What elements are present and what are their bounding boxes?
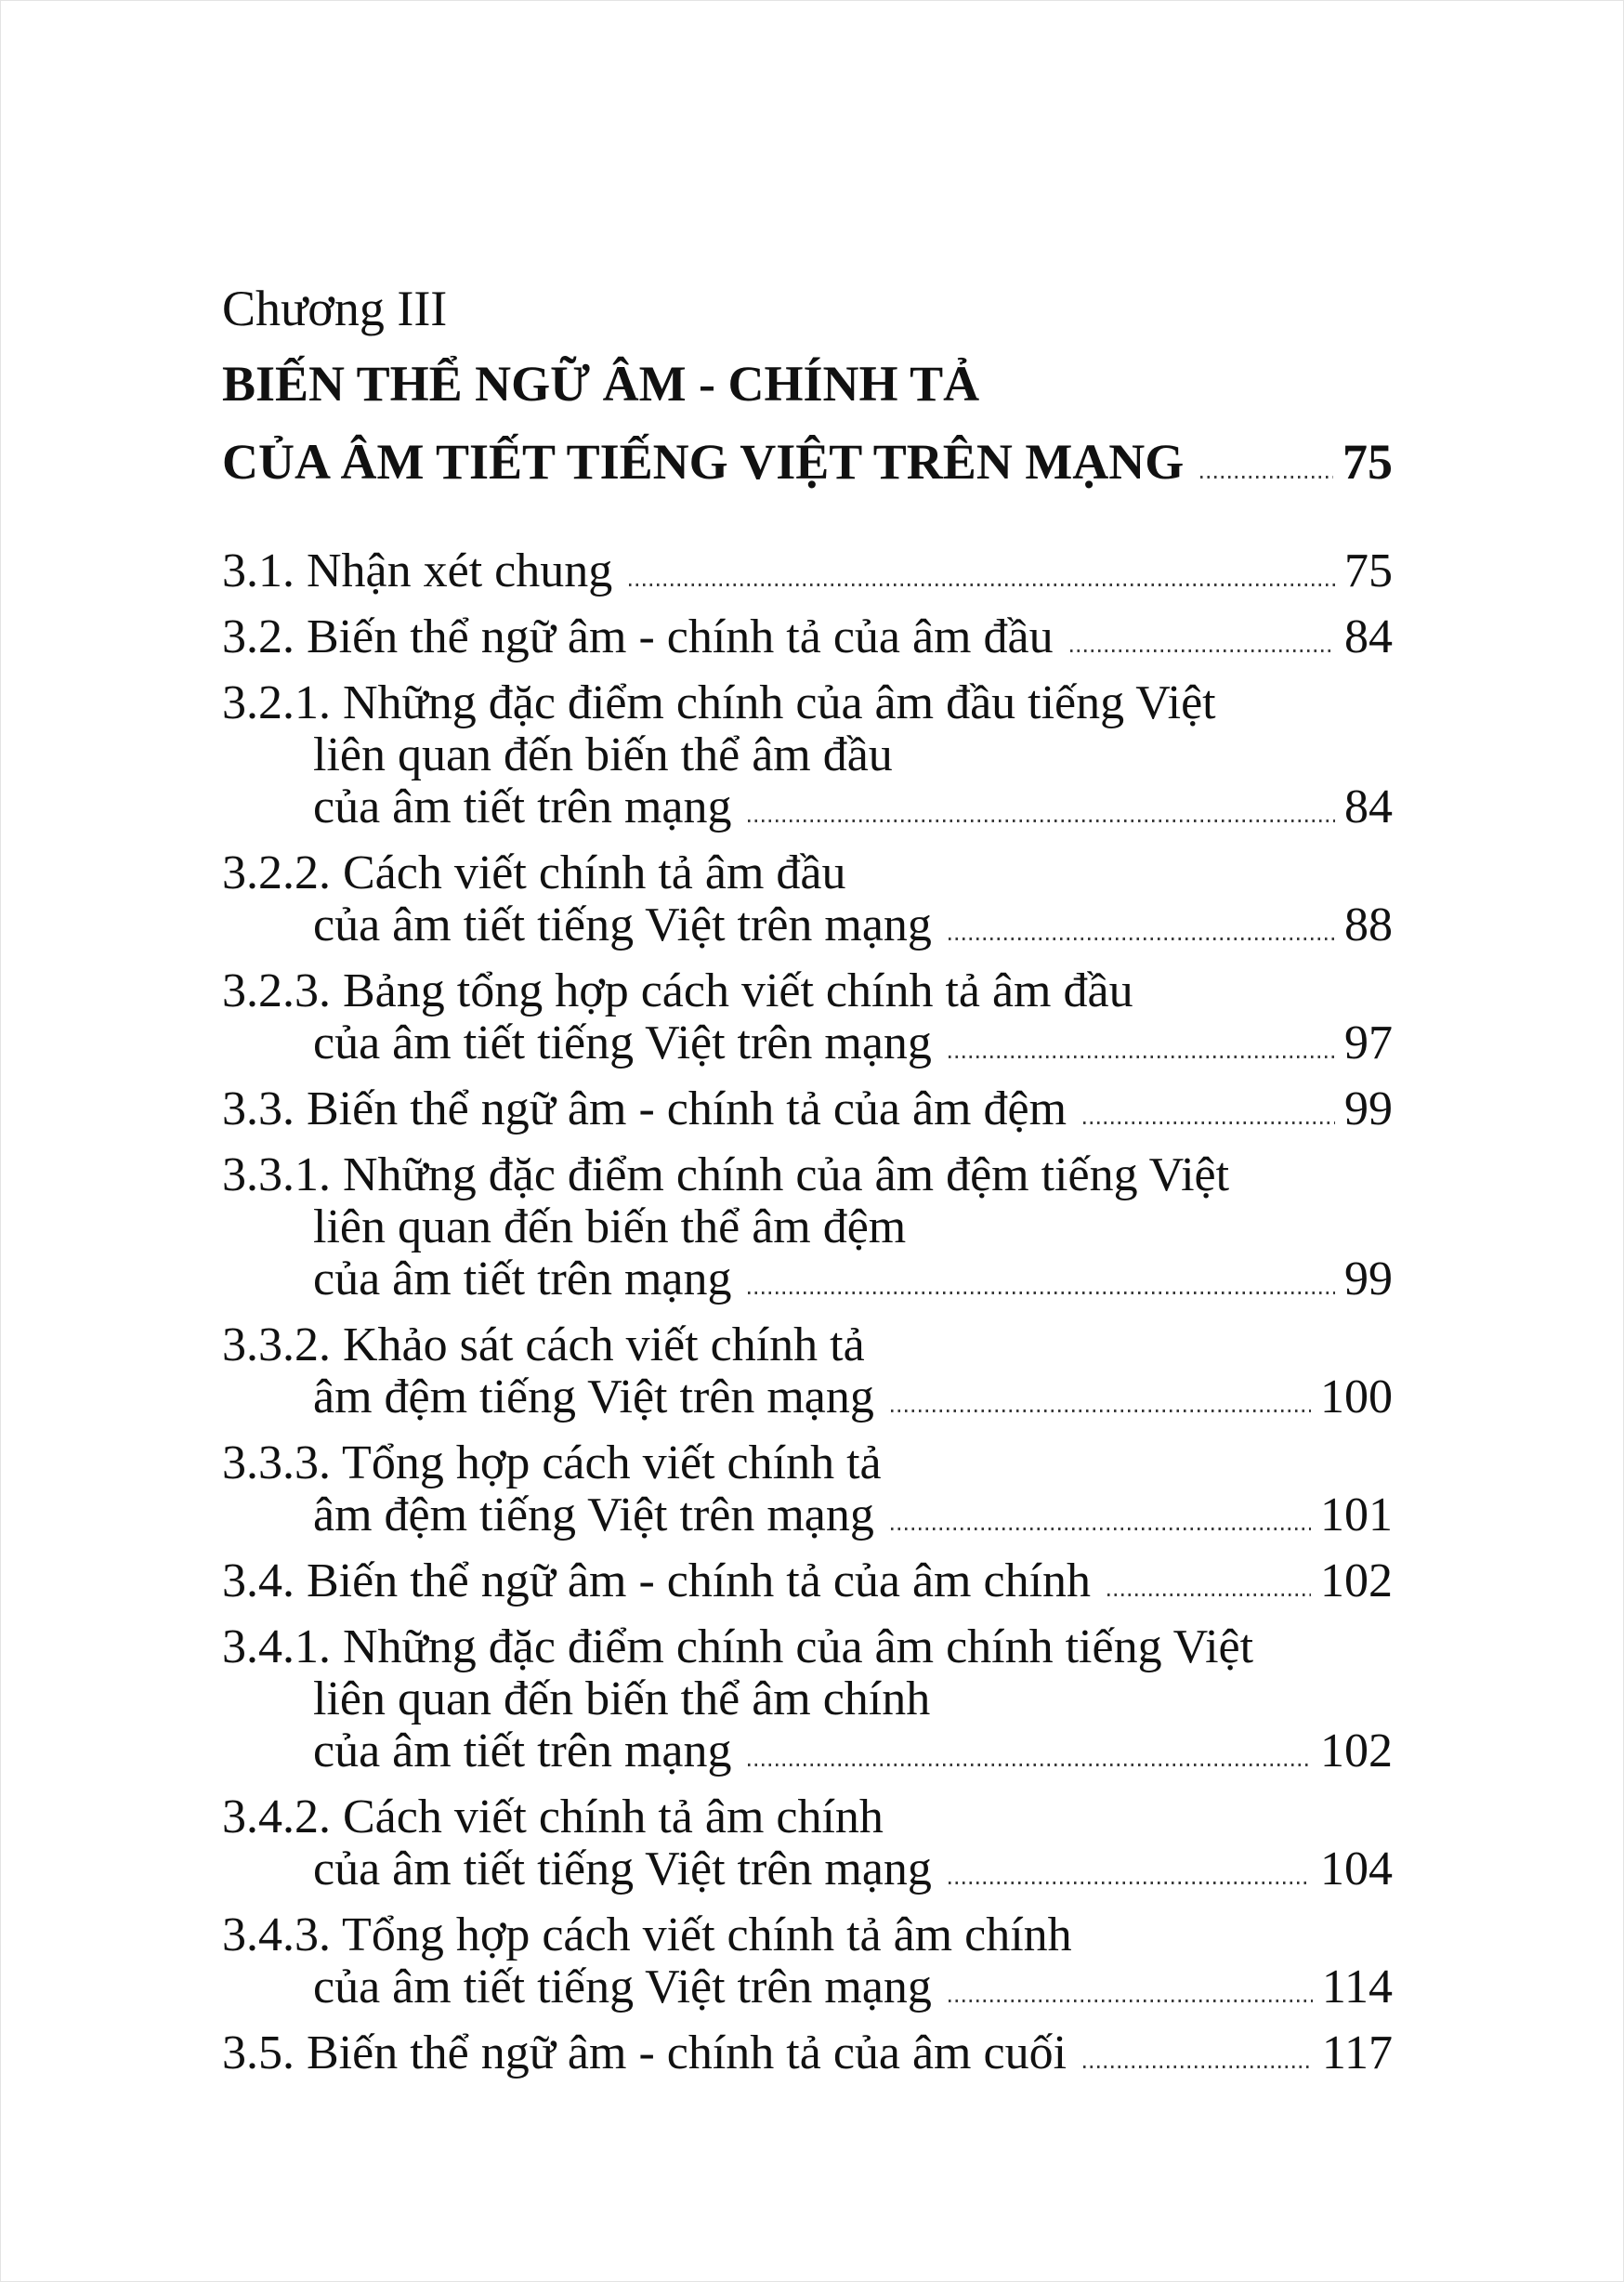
page-number: 114 — [1321, 1961, 1393, 2013]
entry-line-continuation — [222, 1017, 1393, 1069]
entry-line-continuation — [222, 1371, 1393, 1423]
toc-entry — [222, 1555, 1393, 1607]
dot-leader — [949, 2000, 1313, 2002]
entry-line-continuation — [222, 1673, 1393, 1725]
entry-line-continuation — [222, 781, 1393, 833]
entry-line-first — [222, 1791, 1393, 1843]
dot-leader — [949, 1882, 1311, 1884]
entry-text: 3.4. Biến thể ngữ âm - chính tả của âm chính — [222, 1554, 1092, 1607]
dot-leader — [1200, 476, 1333, 479]
page-number: 75 — [1344, 544, 1393, 597]
entry-line-continuation — [222, 1961, 1393, 2013]
entry-line-first — [222, 611, 1393, 663]
entry-line-continuation — [222, 1253, 1393, 1305]
dot-leader — [748, 820, 1335, 822]
toc-entry — [222, 1437, 1393, 1541]
entry-text: 3.4.2. Cách viết chính tả âm chính — [222, 1790, 884, 1843]
entry-line-continuation — [222, 729, 1393, 781]
entry-line-first — [222, 1319, 1393, 1371]
entry-line-first — [222, 2027, 1393, 2079]
dot-leader — [629, 584, 1335, 586]
entry-line-first — [222, 1083, 1393, 1135]
dot-leader — [748, 1764, 1311, 1766]
entry-text: 3.3.1. Những đặc điểm chính của âm đệm tiếng Việt — [222, 1148, 1230, 1201]
entry-text: liên quan đến biến thể âm đệm — [313, 1200, 907, 1253]
entry-line-first — [222, 545, 1393, 597]
page-number: 104 — [1320, 1843, 1393, 1895]
page-number: 101 — [1320, 1489, 1393, 1541]
toc-entry — [222, 677, 1393, 833]
page-number: 102 — [1320, 1725, 1393, 1777]
entry-text: 3.3.3. Tổng hợp cách viết chính tả — [222, 1436, 882, 1489]
entry-text: 3.3. Biến thể ngữ âm - chính tả của âm đệm — [222, 1082, 1067, 1135]
entry-line-first — [222, 1621, 1393, 1673]
toc-entry — [222, 2027, 1393, 2079]
dot-leader — [1083, 1121, 1335, 1124]
entry-text: 3.2. Biến thể ngữ âm - chính tả của âm đầu — [222, 610, 1054, 663]
toc-entry — [222, 1791, 1393, 1895]
entry-line-first — [222, 965, 1393, 1017]
page-number: 84 — [1344, 780, 1393, 833]
entry-line-continuation — [222, 1201, 1393, 1253]
entry-line-first — [222, 1909, 1393, 1961]
dot-leader — [891, 1410, 1311, 1412]
toc-entry — [222, 1319, 1393, 1423]
chapter-title-line1: BIẾN THỂ NGỮ ÂM - CHÍNH TẢ — [222, 356, 980, 412]
page-number: 100 — [1320, 1371, 1393, 1423]
toc-entry — [222, 611, 1393, 663]
entry-text: của âm tiết tiếng Việt trên mạng — [313, 1843, 932, 1895]
entry-text: 3.4.1. Những đặc điểm chính của âm chính tiếng Việt — [222, 1620, 1254, 1673]
page-number: 102 — [1320, 1554, 1393, 1607]
page-number: 99 — [1344, 1082, 1393, 1135]
entry-line-continuation — [222, 1843, 1393, 1895]
page-number: 88 — [1344, 898, 1393, 951]
toc-entry — [222, 965, 1393, 1069]
entry-text: liên quan đến biến thể âm đầu — [313, 728, 893, 781]
entry-text: của âm tiết trên mạng — [313, 1725, 732, 1777]
toc-entry — [222, 1909, 1393, 2013]
chapter-title-line2: CỦA ÂM TIẾT TIẾNG VIỆT TRÊN MẠNG — [222, 434, 1185, 490]
dot-leader — [949, 1056, 1335, 1058]
entry-text: 3.3.2. Khảo sát cách viết chính tả — [222, 1318, 865, 1371]
entry-text: âm đệm tiếng Việt trên mạng — [313, 1489, 874, 1541]
dot-leader — [891, 1528, 1311, 1530]
toc-content — [222, 272, 1393, 2093]
entry-text: của âm tiết trên mạng — [313, 1252, 732, 1305]
toc-entry — [222, 1149, 1393, 1305]
toc-entry — [222, 847, 1393, 951]
entry-text: của âm tiết tiếng Việt trên mạng — [313, 1961, 932, 2013]
page-number: 117 — [1321, 2026, 1393, 2079]
dot-leader — [949, 938, 1335, 940]
page-number: 99 — [1344, 1252, 1393, 1305]
dot-leader — [748, 1292, 1335, 1294]
dot-leader — [1070, 649, 1335, 652]
entry-text: 3.2.1. Những đặc điểm chính của âm đầu tiếng Việt — [222, 676, 1216, 729]
page-number: 84 — [1344, 610, 1393, 663]
entry-line-first — [222, 1149, 1393, 1201]
entry-line-first — [222, 1555, 1393, 1607]
entry-line-first — [222, 847, 1393, 899]
entry-line-first — [222, 677, 1393, 729]
toc-entry-list — [222, 545, 1393, 2079]
chapter-label: Chương III — [222, 281, 448, 336]
entry-text: liên quan đến biến thể âm chính — [313, 1672, 931, 1725]
chapter-title-row — [222, 423, 1393, 501]
page-number: 97 — [1344, 1016, 1393, 1069]
dot-leader — [1107, 1593, 1311, 1596]
entry-line-continuation — [222, 1725, 1393, 1777]
chapter-heading — [222, 272, 1393, 501]
entry-line-continuation — [222, 1489, 1393, 1541]
entry-line-continuation — [222, 899, 1393, 951]
entry-text: 3.4.3. Tổng hợp cách viết chính tả âm chính — [222, 1908, 1072, 1961]
toc-entry — [222, 1083, 1393, 1135]
entry-text: 3.2.2. Cách viết chính tả âm đầu — [222, 846, 846, 899]
entry-text: 3.2.3. Bảng tổng hợp cách viết chính tả âm đầu — [222, 964, 1133, 1017]
entry-line-first — [222, 1437, 1393, 1489]
toc-entry — [222, 545, 1393, 597]
entry-text: của âm tiết tiếng Việt trên mạng — [313, 1016, 932, 1069]
entry-text: của âm tiết tiếng Việt trên mạng — [313, 898, 932, 951]
chapter-page-number: 75 — [1342, 434, 1393, 490]
entry-text: 3.5. Biến thể ngữ âm - chính tả của âm cuối — [222, 2026, 1067, 2079]
dot-leader — [1083, 2066, 1313, 2068]
entry-text: âm đệm tiếng Việt trên mạng — [313, 1371, 874, 1423]
entry-text: 3.1. Nhận xét chung — [222, 544, 613, 597]
entry-text: của âm tiết trên mạng — [313, 780, 732, 833]
toc-entry — [222, 1621, 1393, 1777]
